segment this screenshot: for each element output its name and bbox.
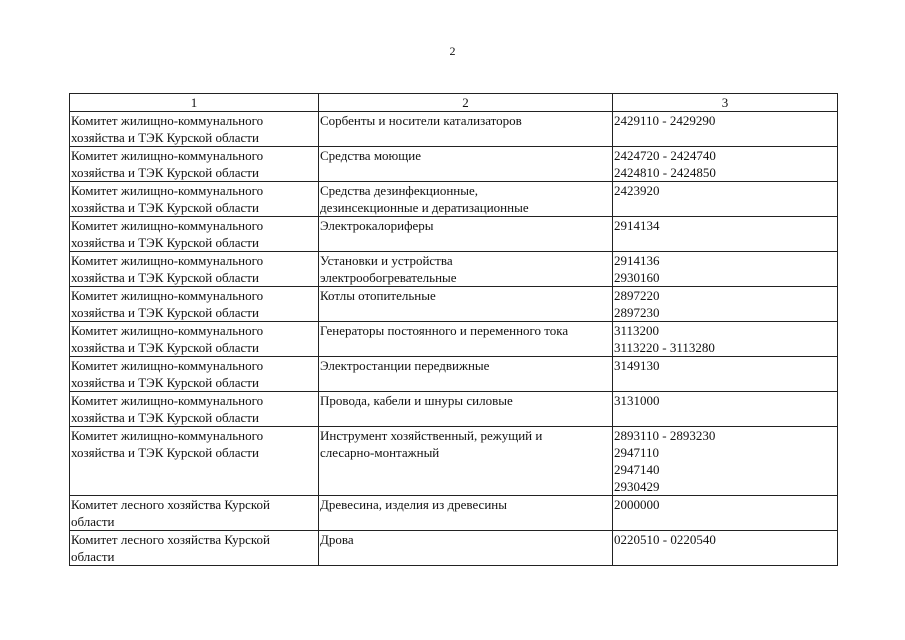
product-cell-line: Сорбенты и носители катализаторов: [320, 113, 522, 128]
authority-cell: [70, 496, 319, 531]
authority-cell-line: Комитет жилищно-коммунального: [71, 428, 264, 443]
product-cell-line: Средства дезинфекционные,: [320, 183, 479, 198]
codes-cell: [613, 217, 838, 252]
table-row: [70, 357, 838, 392]
authority-cell-line: Комитет жилищно-коммунального: [71, 323, 264, 338]
table-row: [70, 322, 838, 357]
authority-cell: [70, 217, 319, 252]
codes-cell-line: 2423920: [614, 183, 660, 198]
product-cell-line: Инструмент хозяйственный, режущий и: [320, 428, 543, 443]
product-cell-line: Котлы отопительные: [320, 288, 436, 303]
product-cell-line: Генераторы постоянного и переменного тока: [320, 323, 569, 338]
authority-cell-line: хозяйства и ТЭК Курской области: [71, 410, 259, 425]
product-cell: [319, 322, 613, 357]
codes-cell: [613, 427, 838, 496]
authority-cell-line: Комитет жилищно-коммунального: [71, 393, 264, 408]
table-row: [70, 252, 838, 287]
codes-cell-line: 2947110: [614, 445, 660, 460]
product-cell: [319, 496, 613, 531]
table-row: [70, 217, 838, 252]
authority-cell-line: Комитет лесного хозяйства Курской: [71, 532, 270, 547]
authority-cell-line: хозяйства и ТЭК Курской области: [71, 270, 259, 285]
authority-cell-line: Комитет жилищно-коммунального: [71, 253, 264, 268]
authority-cell-line: хозяйства и ТЭК Курской области: [71, 235, 259, 250]
table-row: [70, 427, 838, 496]
table-row: [70, 287, 838, 322]
column-header-3: 3: [613, 94, 838, 112]
codes-cell-line: 2893110 - 2893230: [614, 428, 716, 443]
authority-cell-line: области: [71, 549, 115, 564]
product-cell-line: слесарно-монтажный: [320, 445, 440, 460]
product-cell: [319, 427, 613, 496]
table-row: [70, 392, 838, 427]
codes-cell: [613, 392, 838, 427]
product-cell: [319, 287, 613, 322]
codes-cell: [613, 112, 838, 147]
authority-cell: [70, 392, 319, 427]
table-row: [70, 496, 838, 531]
authority-cell-line: Комитет жилищно-коммунального: [71, 148, 264, 163]
authority-cell: [70, 322, 319, 357]
codes-cell: [613, 357, 838, 392]
authority-cell-line: Комитет жилищно-коммунального: [71, 288, 264, 303]
codes-cell-line: 3113220 - 3113280: [614, 340, 715, 355]
product-cell: [319, 182, 613, 217]
authority-cell: [70, 531, 319, 566]
codes-cell-line: 0220510 - 0220540: [614, 532, 716, 547]
table-row: [70, 531, 838, 566]
authority-cell: [70, 357, 319, 392]
table-row: [70, 112, 838, 147]
codes-cell-line: 2897230: [614, 305, 660, 320]
codes-cell-line: 3149130: [614, 358, 660, 373]
authority-cell-line: Комитет жилищно-коммунального: [71, 218, 264, 233]
codes-cell-line: 2930429: [614, 479, 660, 494]
codes-cell: [613, 322, 838, 357]
codes-cell-line: 2424720 - 2424740: [614, 148, 716, 163]
product-cell-line: Установки и устройства: [320, 253, 453, 268]
codes-cell: [613, 252, 838, 287]
authority-cell-line: хозяйства и ТЭК Курской области: [71, 200, 259, 215]
authority-cell-line: хозяйства и ТЭК Курской области: [71, 340, 259, 355]
authority-cell-line: хозяйства и ТЭК Курской области: [71, 165, 259, 180]
codes-cell: [613, 496, 838, 531]
product-cell-line: Электростанции передвижные: [320, 358, 490, 373]
authority-cell: [70, 112, 319, 147]
table-body: [70, 112, 838, 566]
product-cell-line: Электрокалориферы: [320, 218, 434, 233]
product-cell: [319, 531, 613, 566]
codes-cell-line: 2914134: [614, 218, 660, 233]
authority-cell: [70, 147, 319, 182]
authority-cell-line: Комитет лесного хозяйства Курской: [71, 497, 270, 512]
product-cell: [319, 392, 613, 427]
authority-cell-line: хозяйства и ТЭК Курской области: [71, 445, 259, 460]
column-header-1: 1: [70, 94, 319, 112]
product-cell-line: Провода, кабели и шнуры силовые: [320, 393, 513, 408]
codes-cell-line: 2930160: [614, 270, 660, 285]
product-cell: [319, 357, 613, 392]
codes-cell: [613, 287, 838, 322]
codes-cell: [613, 147, 838, 182]
authority-cell-line: Комитет жилищно-коммунального: [71, 358, 264, 373]
table-header-row: [70, 94, 838, 112]
codes-cell-line: 2429110 - 2429290: [614, 113, 716, 128]
codes-cell-line: 2914136: [614, 253, 660, 268]
codes-cell-line: 2424810 - 2424850: [614, 165, 716, 180]
product-cell-line: Средства моющие: [320, 148, 421, 163]
authority-cell: [70, 252, 319, 287]
document-table: [69, 93, 838, 566]
authority-cell-line: Комитет жилищно-коммунального: [71, 183, 264, 198]
codes-cell-line: 3131000: [614, 393, 660, 408]
product-cell-line: Древесина, изделия из древесины: [320, 497, 507, 512]
table-row: [70, 182, 838, 217]
product-cell-line: электрообогревательные: [320, 270, 457, 285]
codes-cell-line: 2000000: [614, 497, 660, 512]
authority-cell-line: хозяйства и ТЭК Курской области: [71, 130, 259, 145]
authority-cell: [70, 182, 319, 217]
product-cell: [319, 252, 613, 287]
codes-cell: [613, 182, 838, 217]
authority-cell-line: хозяйства и ТЭК Курской области: [71, 305, 259, 320]
authority-cell: [70, 427, 319, 496]
product-cell: [319, 112, 613, 147]
product-cell-line: дезинсекционные и дератизационные: [320, 200, 529, 215]
column-header-2: 2: [319, 94, 613, 112]
product-cell: [319, 147, 613, 182]
authority-cell-line: хозяйства и ТЭК Курской области: [71, 375, 259, 390]
product-cell: [319, 217, 613, 252]
page-number: 2: [449, 44, 456, 58]
product-cell-line: Дрова: [320, 532, 354, 547]
authority-cell: [70, 287, 319, 322]
codes-cell: [613, 531, 838, 566]
codes-cell-line: 3113200: [614, 323, 660, 338]
codes-cell-line: 2897220: [614, 288, 660, 303]
codes-cell-line: 2947140: [614, 462, 660, 477]
authority-cell-line: Комитет жилищно-коммунального: [71, 113, 264, 128]
authority-cell-line: области: [71, 514, 115, 529]
table-row: [70, 147, 838, 182]
